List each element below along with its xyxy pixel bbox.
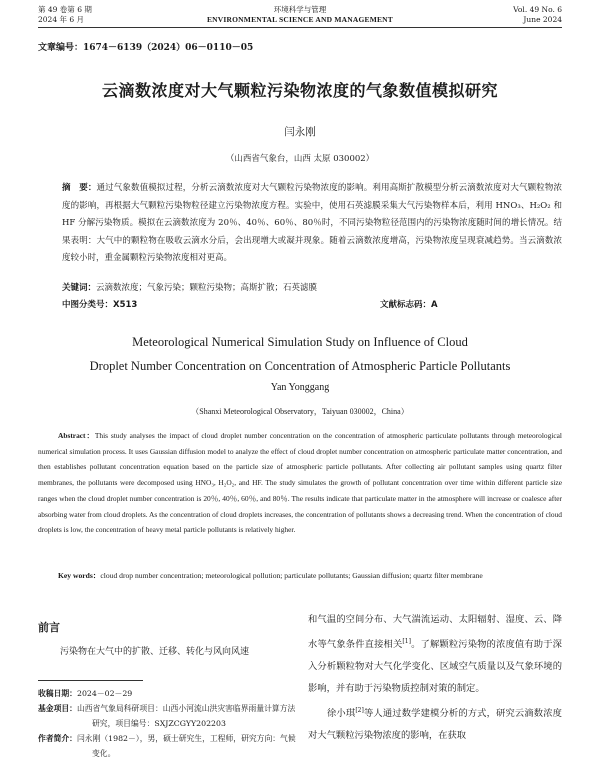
keywords-cn — [62, 280, 562, 297]
right-para-1-tail: 。了解颗粒污染物的浓度值有助于深入分析颗粒物对大气化学变化、区域空气质量以及气象环境的影响，并有助于污染物质控制对策的制定。 — [308, 639, 562, 695]
clc-value: X513 — [113, 300, 138, 310]
article-number: 文章编号：1674－6139（2024）06－0110－05 — [38, 43, 254, 53]
affiliation-en: （Shanxi Meteorological Observatory，Taiyuan 030002，China） — [191, 407, 409, 416]
footnote-divider — [38, 680, 143, 681]
preface-text: 污染物在大气中的扩散、迁移、转化与风向风速 — [60, 647, 250, 657]
right-column — [308, 609, 562, 747]
citation-1: [1] — [402, 638, 411, 645]
abstract-cn — [62, 180, 562, 268]
keywords-en-text: cloud drop number concentration; meteorological pollution; particulate pollutants; Gaussian diffusion; quartz filter membrane — [100, 571, 483, 580]
journal-name — [38, 5, 562, 25]
title-cn: 云滴数浓度对大气颗粒污染物浓度的气象数值模拟研究 — [101, 81, 498, 100]
clc-label: 中图分类号： — [62, 300, 114, 310]
right-para-2-text: 等人通过数学建模分析的方式，研究云滴数浓度对大气颗粒污染物浓度的影响，在获取 — [308, 708, 562, 742]
right-para-1-text: 和气温的空间分布、大气湍流运动、太阳辐射、湿度、云、降水等气象条件直接相关 — [308, 614, 562, 651]
journal-volume-en — [513, 5, 562, 25]
footnotes — [38, 686, 296, 761]
received-label: 收稿日期： — [38, 689, 77, 698]
received-date: 2024－02－29 — [76, 689, 133, 698]
author-en: Yan Yonggang — [270, 382, 330, 393]
keywords-en-label: Key words： — [58, 571, 101, 580]
affiliation-cn: （山西省气象台，山西 太原 030002） — [225, 154, 375, 164]
abstract-cn-label: 摘 要： — [62, 183, 97, 193]
abstract-en-text: This study analyses the impact of cloud droplet number concentration on the concentration of atmospheric particulate pollutants through meteorological numerical simulation process. It uses Gaussian diffusion model to analyze the effect of cloud droplet number concentration on atmospheric particulate matter concentration, and then establishes pollutant concentration equation based on the particle size of atmospheric particle pollutants. After collecting air pollutant samples using quartz filter membranes, the pollutants were decomposed using HNO₃, H₂O₂, and HF. The study simulates the growth of pollutant concentration over time within different particle size ranges when the cloud droplet number concentration is 20％, 40％, 60％, and 80％. The results indicate that particulate matter in the atmosphere will increase or coalesce after absorbing water from cloud droplets. As the concentration of cloud droplets increases, the concentration of pollutants shows a decreasing trend. When the concentration of cloud droplets is low, the concentration of heavy metal particle pollutants is relatively higher. — [38, 431, 562, 535]
right-para-1 — [308, 609, 562, 700]
keywords-cn-text: 云滴数浓度；气象污染；颗粒污染物；高斯扩散；石英滤膜 — [96, 283, 318, 293]
title-en-line2: Droplet Number Concentration on Concentration of Atmospheric Particle Pollutants — [89, 359, 511, 373]
title-en — [20, 330, 580, 378]
volume-issue-cn: 第 49 卷第 6 期 — [38, 5, 92, 14]
footnote-fund — [38, 701, 296, 731]
author-bio-label: 作者简介： — [38, 734, 77, 743]
right-para-2 — [308, 700, 562, 747]
doc-code-value: A — [431, 300, 438, 310]
section-heading-preface: 前言 — [38, 621, 60, 634]
abstract-cn-text: 通过气象数值模拟过程，分析云滴数浓度对大气颗粒污染物浓度的影响。利用高斯扩散模型分析云滴数浓度对大气颗粒物浓度的影响，再根据大气颗粒污染物粒径建立污染物浓度方程。实验中，使用石英滤膜采集大气污染物样本后，利用 HNO₃、H₂O₂ 和 HF 分解污染物质。模拟在云滴数浓度为 20％、40％、60％、80％时，不同污染物粒径范围内的污染物浓度随时间的增长情况。结果表明：大气中的颗粒物在吸收云滴水分后，会出现增大或凝并现象。随着云滴数浓度增高，污染物浓度呈现衰减趋势。当云滴数浓度较小时，重金属颗粒污染物浓度相对更高。 — [62, 183, 562, 263]
footnote-author — [38, 731, 296, 761]
citation-2: [2] — [355, 707, 364, 715]
footnote-received — [38, 686, 296, 701]
fund-text: 山西省气象局科研项目：山西小河流山洪灾害临界雨量计算方法研究，项目编号：SXJZCGYY202203 — [76, 704, 296, 728]
keywords-en — [38, 568, 562, 583]
doc-code-label: 文献标志码： — [380, 300, 432, 310]
abstract-en — [38, 428, 562, 538]
clc-number — [62, 298, 137, 310]
journal-name-en: ENVIRONMENTAL SCIENCE AND MANAGEMENT — [206, 15, 394, 24]
title-en-line1: Meteorological Numerical Simulation Study on Influence of Cloud — [132, 335, 468, 349]
journal-name-cn: 环境科学与管理 — [273, 5, 327, 14]
keywords-cn-label: 关键词： — [62, 283, 97, 293]
fund-label: 基金项目： — [38, 704, 77, 713]
date-cn: 2024 年 6 月 — [38, 15, 85, 24]
author-cn: 闫永刚 — [284, 126, 316, 138]
page-header — [38, 5, 562, 28]
date-en: June 2024 — [523, 15, 562, 24]
author-bio-text: 闫永刚（1982－），男，硕士研究生，工程师，研究方向：气候变化。 — [76, 734, 296, 758]
document-code — [380, 298, 438, 310]
volume-issue-en: Vol. 49 No. 6 — [513, 5, 562, 14]
right-para-2-name: 徐小琪 — [327, 708, 356, 720]
abstract-en-label: Abstract： — [58, 431, 95, 440]
